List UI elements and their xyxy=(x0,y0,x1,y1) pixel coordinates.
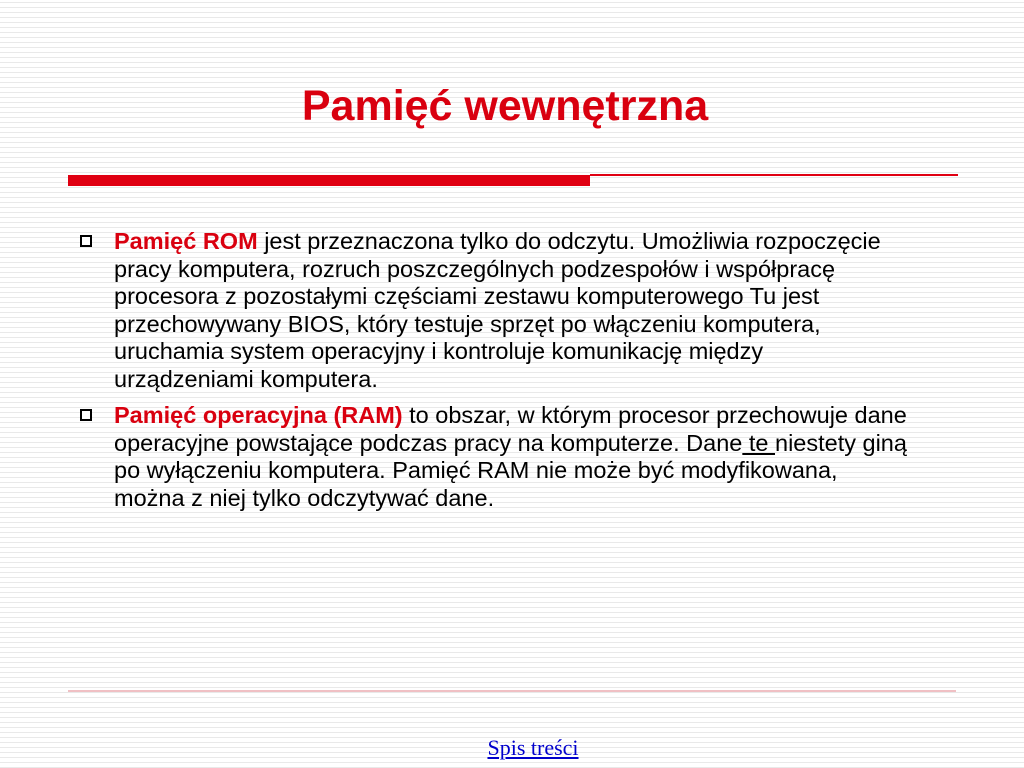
bullet-item-rom xyxy=(78,228,908,393)
footer-divider xyxy=(68,690,956,692)
square-bullet-icon xyxy=(80,409,92,421)
bullet-highlight-ram: Pamięć operacyjna (RAM) xyxy=(114,402,403,428)
square-bullet-icon xyxy=(80,235,92,247)
bullet-highlight-rom: Pamięć ROM xyxy=(114,228,258,254)
title-divider-thick xyxy=(68,175,590,186)
title-divider-thin xyxy=(590,174,958,176)
table-of-contents-link[interactable]: Spis treści xyxy=(487,735,579,760)
bullet-list xyxy=(78,228,908,521)
bullet-item-ram xyxy=(78,402,908,512)
slide-title: Pamięć wewnętrzna xyxy=(301,82,709,130)
bullet-text-ram-after: niestety giną po wyłączeniu komputera. Pamięć RAM nie może być modyfikowana, można z niej tylko odczytywać dane. xyxy=(114,429,907,511)
bullet-text-ram-underlined: te xyxy=(742,429,775,456)
bullet-text-ram-before: to obszar, w którym procesor przechowuje dane operacyjne powstające podczas pracy na komputerze. Dane xyxy=(114,402,907,456)
bullet-text-rom: jest przeznaczona tylko do odczytu. Umożliwia rozpoczęcie pracy komputera, rozruch poszczególnych podzespołów i współpracę procesora z pozostałymi częściami zestawu komputerowego Tu jest przechowywany BIOS, który testuje sprzęt po włączeniu komputera, uruchamia system operacyjny i kontroluje komunikację między urządzeniami komputera. xyxy=(114,228,881,392)
